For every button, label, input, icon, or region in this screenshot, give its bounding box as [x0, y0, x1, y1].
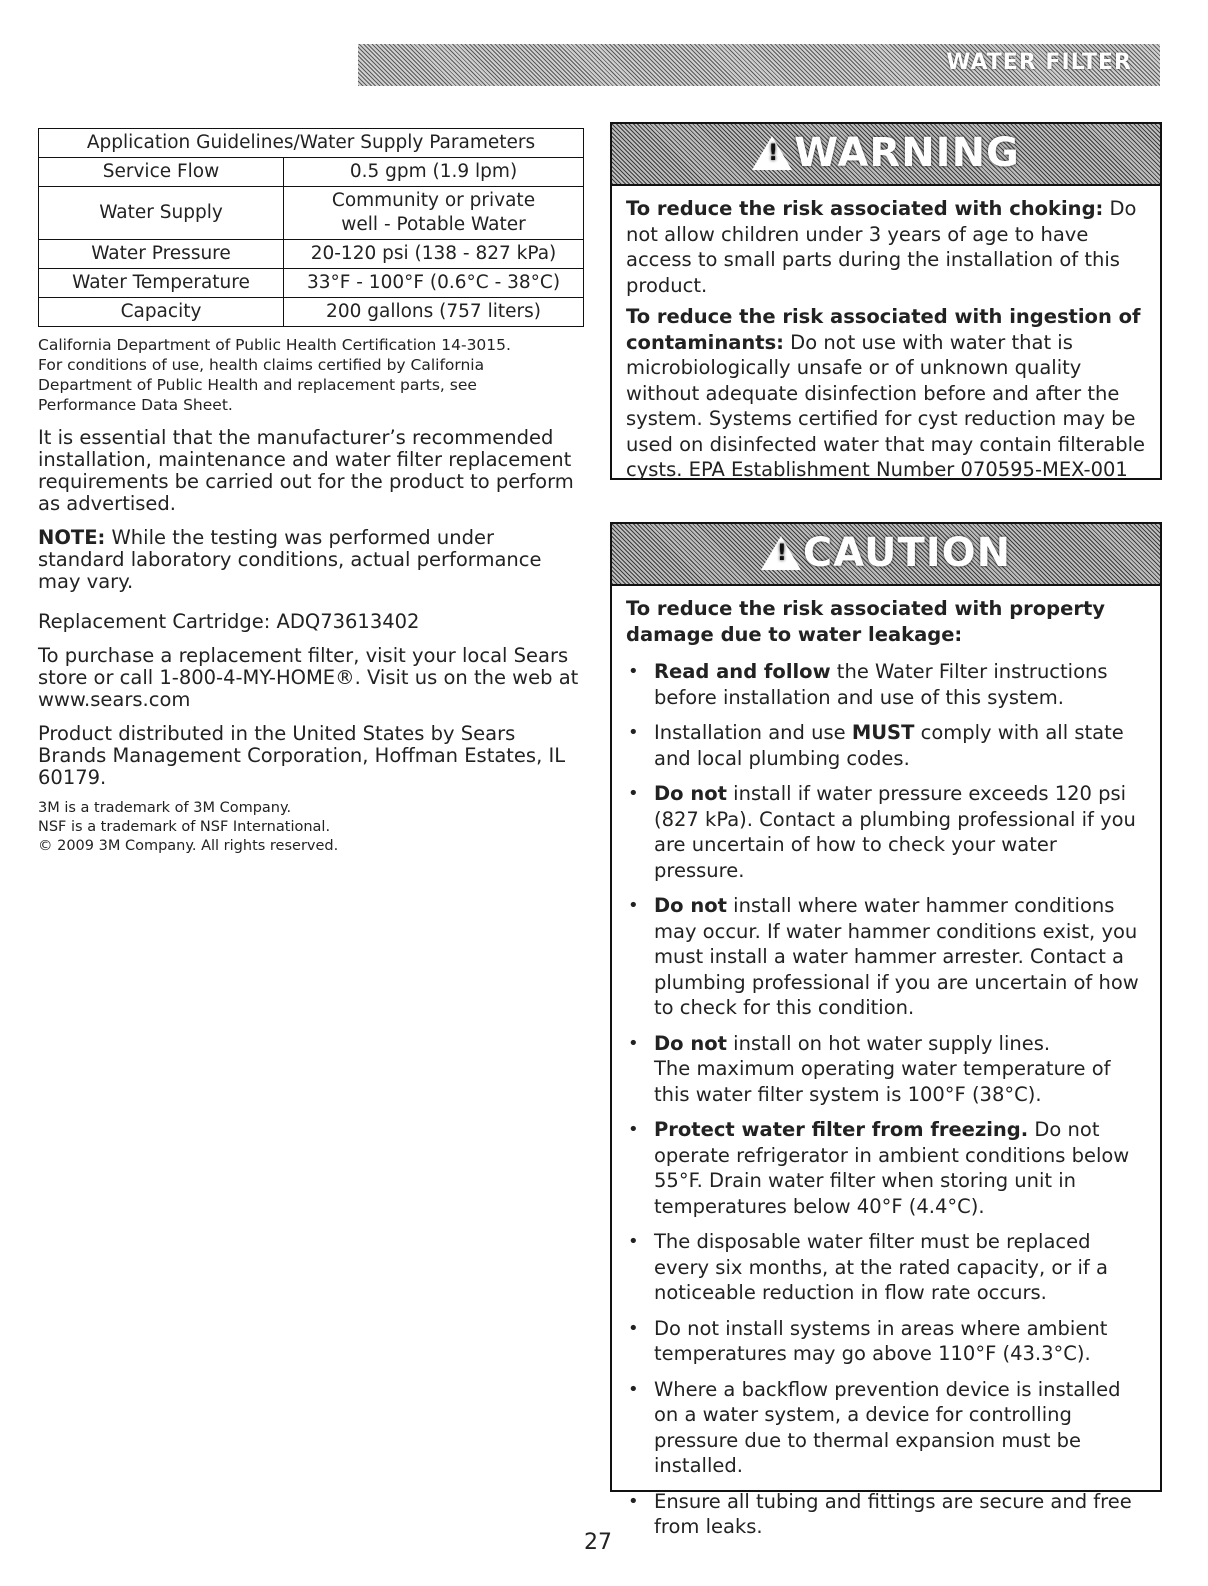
table-title-row [39, 129, 584, 158]
warning-ingestion-text: Do not use with water that is microbiologically unsafe or of unknown quality without adequate disinfection before and after the system. Systems certified for cyst reduction may be used on disinfected water that may contain filterable cysts. EPA Establishment Number 070595-MEX-001 [626, 330, 1146, 481]
row-value: 0.5 gpm (1.9 lpm) [284, 158, 584, 187]
essential-paragraph: It is essential that the manufacturer’s recommended installation, maintenance and water filter replacement requirements be carried out for the product to perform as advertised. [38, 426, 574, 515]
list-item: • Read and follow the Water Filter instructions before installation and use of this system. [626, 659, 1146, 710]
page-number: 27 [584, 1530, 612, 1555]
trademark-line: 3M is a trademark of 3M Company. [38, 800, 292, 816]
warning-choking [626, 196, 1146, 298]
cert-line: California Department of Public Health Certification 14-3015. [38, 336, 511, 354]
cert-line: For conditions of use, health claims certified by California [38, 356, 485, 374]
note-text: While the testing was performed under standard laboratory conditions, actual performance may vary. [38, 526, 542, 593]
warning-header [612, 124, 1160, 186]
table-row [39, 240, 584, 269]
caution-body [612, 586, 1160, 1562]
table-row [39, 187, 584, 240]
list-item: • Protect water filter from freezing. Do not operate refrigerator in ambient conditions below 55°F. Drain water filter when storing unit in temperatures below 40°F (4.4°C). [626, 1117, 1146, 1219]
row-value: Community or private well - Potable Water [284, 187, 584, 240]
distributed-paragraph: Product distributed in the United States by Sears Brands Management Corporation, Hoffman Estates, IL 60179. [38, 722, 566, 789]
trademark-notes [38, 799, 584, 856]
table-row [39, 158, 584, 187]
replacement-cartridge: Replacement Cartridge: ADQ73613402 [38, 610, 420, 633]
caution-list [626, 659, 1146, 1540]
cert-line: Department of Public Health and replacement parts, see [38, 376, 477, 394]
row-label: Water Supply [39, 187, 284, 240]
note-paragraph [38, 527, 584, 593]
trademark-line: NSF is a trademark of NSF International. [38, 819, 331, 835]
list-item: • Do not install where water hammer conditions may occur. If water hammer conditions exist, you must install a water hammer arrester. Contact a plumbing professional if you are uncertain of how to check for this condition. [626, 893, 1146, 1021]
warning-label: WARNING [794, 130, 1020, 176]
list-item: • Do not install if water pressure exceeds 120 psi (827 kPa). Contact a plumbing professional if you are uncertain of how to check your water pressure. [626, 781, 1146, 883]
section-header-bar [358, 44, 1160, 86]
warning-ingestion-lead: To reduce the risk associated with ingestion of contaminants: [626, 305, 1141, 354]
table-row [39, 298, 584, 327]
parameters-table [38, 128, 584, 327]
purchase-paragraph: To purchase a replacement filter, visit your local Sears store or call 1-800-4-MY-HOME®. Visit us on the web at www.sears.com [38, 644, 579, 711]
list-item: • Where a backflow prevention device is installed on a water system, a device for controlling pressure due to thermal expansion must be installed. [626, 1377, 1146, 1479]
list-item: • Do not install systems in areas where ambient temperatures may go above 110°F (43.3°C). [626, 1316, 1146, 1367]
list-item: • Installation and use MUST comply with all state and local plumbing codes. [626, 720, 1146, 771]
warning-choking-text: Do not allow children under 3 years of age to have access to small parts during the installation of this product. [626, 197, 1137, 297]
warning-triangle-icon: ! [752, 136, 792, 170]
row-label: Water Pressure [39, 240, 284, 269]
warning-box [610, 122, 1162, 480]
caution-intro: To reduce the risk associated with property damage due to water leakage: [626, 597, 1105, 646]
row-label: Service Flow [39, 158, 284, 187]
row-value: 20-120 psi (138 - 827 kPa) [284, 240, 584, 269]
list-item: • Ensure all tubing and fittings are secure and free from leaks. [626, 1489, 1146, 1540]
row-label: Water Temperature [39, 269, 284, 298]
caution-box [610, 522, 1162, 1538]
section-title: WATER FILTER [946, 50, 1132, 75]
list-item: • Do not install on hot water supply lines. The maximum operating water temperature of this water filter system is 100°F (38°C). [626, 1031, 1146, 1108]
trademark-line: © 2009 3M Company. All rights reserved. [38, 838, 339, 854]
list-item: • The disposable water filter must be replaced every six months, at the rated capacity, or if a noticeable reduction in flow rate occurs. [626, 1229, 1146, 1306]
row-value: 33°F - 100°F (0.6°C - 38°C) [284, 269, 584, 298]
table-row [39, 269, 584, 298]
caution-label: CAUTION [802, 530, 1012, 576]
warning-choking-lead: To reduce the risk associated with choking: [626, 197, 1104, 220]
caution-header [612, 524, 1160, 586]
left-column [36, 128, 584, 856]
table-title: Application Guidelines/Water Supply Parameters [39, 129, 584, 158]
cert-line: Performance Data Sheet. [38, 396, 233, 414]
row-label: Capacity [39, 298, 284, 327]
caution-triangle-icon: ! [761, 536, 801, 570]
warning-body [612, 186, 1160, 501]
row-value: 200 gallons (757 liters) [284, 298, 584, 327]
certification-note [38, 335, 584, 415]
note-label: NOTE: [38, 526, 106, 549]
warning-ingestion [626, 304, 1146, 483]
